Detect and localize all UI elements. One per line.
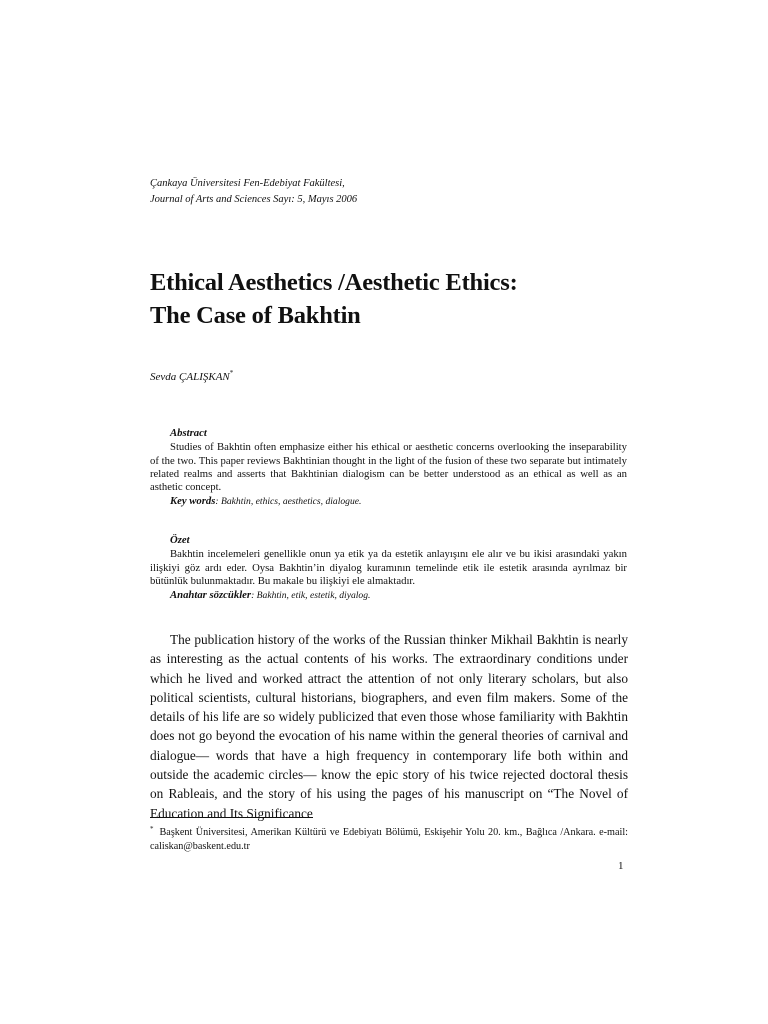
ozet-heading: Özet: [170, 534, 190, 546]
abstract-section: [150, 427, 627, 509]
footnote-text: Başkent Üniversitesi, Amerikan Kültürü ve Edebiyatı Bölümü, Eskişehir Yolu 20. km., Bağlıca /Ankara. e-mail: caliskan@baskent.edu.tr: [150, 827, 628, 852]
title-line-2: The Case of Bakhtin: [150, 302, 361, 329]
footnote: [150, 822, 628, 854]
abstract-heading: Abstract: [170, 427, 207, 439]
author-name: Sevda ÇALIŞKAN: [150, 371, 230, 383]
footnote-divider: [150, 817, 313, 818]
journal-header-line-1: Çankaya Üniversitesi Fen-Edebiyat Fakültesi,: [150, 178, 345, 189]
author-line: [150, 369, 233, 383]
keywords-values: : Bakhtin, ethics, aesthetics, dialogue.: [215, 496, 362, 508]
page-number: 1: [618, 860, 624, 872]
ozet-section: [150, 534, 627, 602]
paper-title: [150, 266, 518, 332]
journal-header-line-2: Journal of Arts and Sciences Sayı: 5, Mayıs 2006: [150, 194, 358, 205]
body-paragraph: The publication history of the works of the Russian thinker Mikhail Bakhtin is nearly as interesting as the actual contents of his works. The extraordinary conditions under which he lived and worked attract the attention of not only literary scholars, but also political scientists, cultural historians, biographers, and even film makers. Some of the details of his life are so widely publicized that even those whose familiarity with Bakhtin does not go beyond the evocation of his name within the general theories of carnival and dialogue— words that have a high frequency in contemporary life both within and outside the academic circles— know the epic story of his twice rejected doctoral thesis on Rableais, and the story of his using the pages of his manuscript on “The Novel of Education and Its Significance: [150, 632, 628, 821]
anahtar-sozcukler-label: Anahtar sözcükler: [170, 589, 252, 602]
author-footnote-mark: *: [229, 369, 234, 377]
anahtar-sozcukler-values: : Bakhtin, etik, estetik, diyalog.: [251, 590, 371, 602]
abstract-keywords: [150, 495, 627, 508]
keywords-label: Key words: [170, 495, 216, 508]
title-line-1: Ethical Aesthetics /Aesthetic Ethics:: [150, 269, 518, 296]
ozet-text: Bakhtin incelemeleri genellikle onun ya etik ya da estetik anlayışını ele alır ve bu ikisi arasındaki yakın ilişkiyi göz ardı eder. Oysa Bakhtin’in diyalog kuramının temelinde etik ile estetik arasında ayrılmaz bir bütünlük bulunmaktadır. Bu makale bu ilişkiyi ele almaktadır.: [150, 548, 627, 587]
footnote-mark: *: [150, 825, 154, 833]
ozet-keywords: [150, 589, 627, 602]
abstract-text: Studies of Bakhtin often emphasize either his ethical or aesthetic concerns overlooking the inseparability of the two. This paper reviews Bakhtinian thought in the light of the fusion of these two separate but intimately related realms and asserts that Bakhtinian dialogism can be better understood as an ethical as well as an asthetic concept.: [150, 441, 627, 494]
